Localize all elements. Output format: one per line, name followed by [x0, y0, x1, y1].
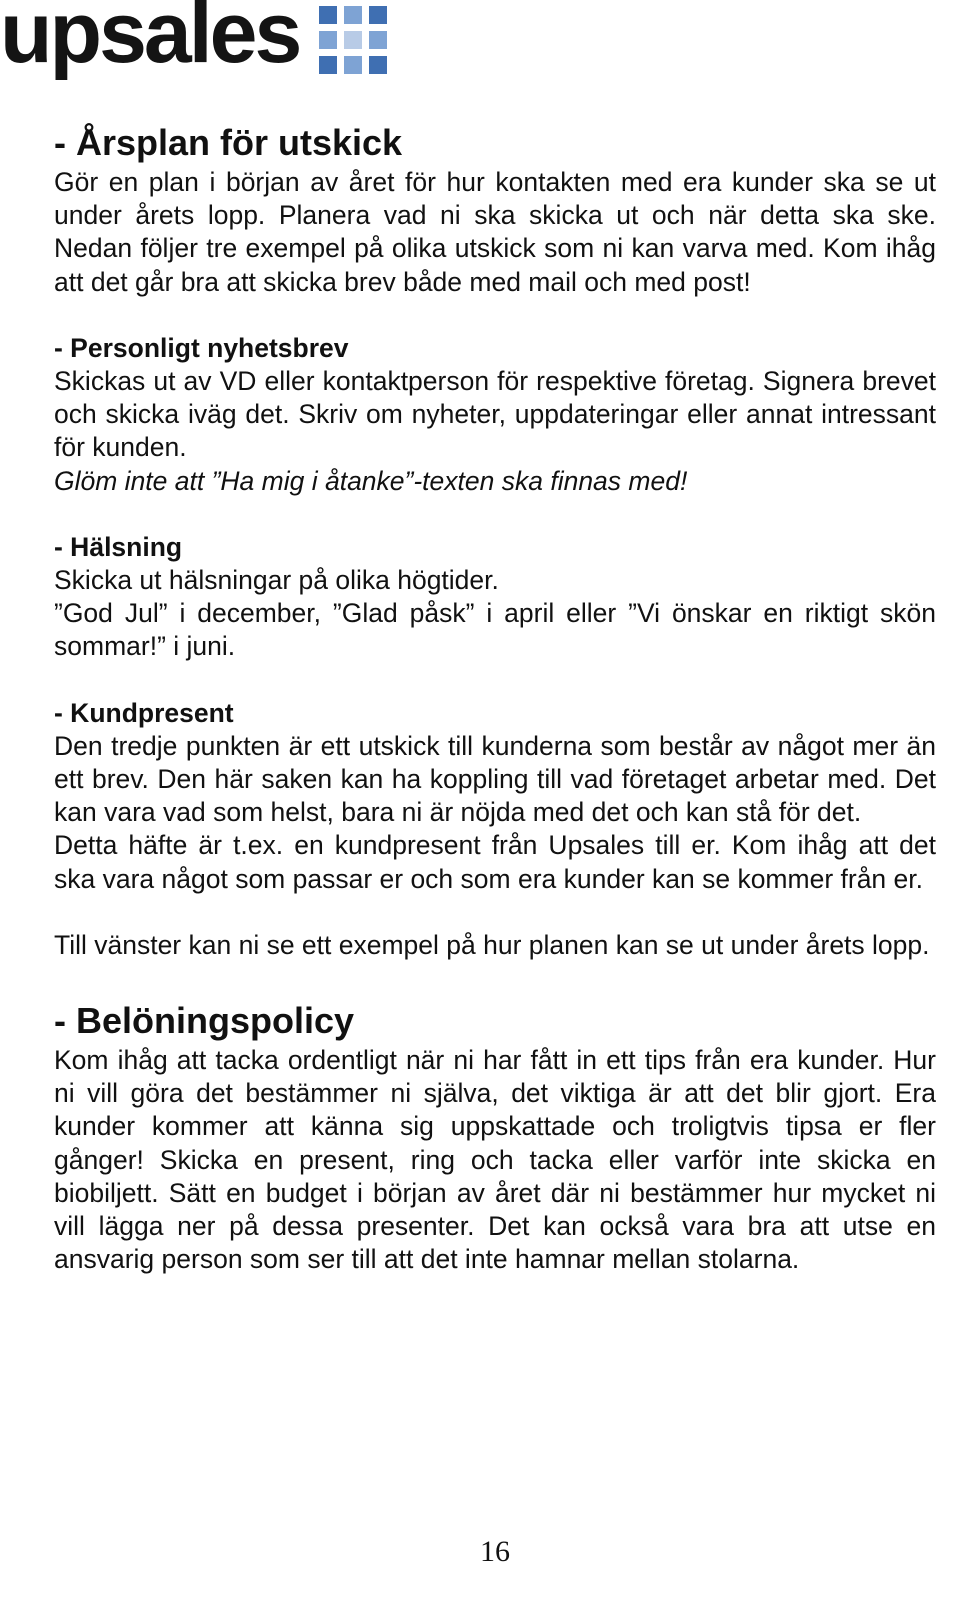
paragraph-halsning-1: Skicka ut hälsningar på olika högtider. [54, 565, 499, 596]
document-body [54, 120, 936, 1276]
upsales-logo [0, 0, 400, 92]
paragraph-kundpresent-1: Den tredje punkten är ett utskick till kunderna som består av något mer än ett brev. Den här saken kan ha koppling till vad företaget arbetar med. Det kan vara vad som helst, bara ni är nöjda med det och kan stå för det. [54, 730, 936, 828]
logo-square [319, 6, 337, 24]
logo-square [369, 6, 387, 24]
page-number: 16 [480, 1535, 510, 1568]
logo-grid-icon [319, 6, 387, 74]
logo-square [319, 56, 337, 74]
paragraph-arsplan: Gör en plan i början av året för hur kontakten med era kunder ska se ut under årets lopp. Planera vad ni ska skicka ut och när detta ska ske. Nedan följer tre exempel på olika utskick som ni kan varva med. Kom ihåg att det går bra att skicka brev både med mail och med post! [54, 167, 936, 297]
logo-square [344, 56, 362, 74]
heading-halsning: - Hälsning [54, 531, 183, 562]
paragraph-kundpresent-2: Detta häfte är t.ex. en kundpresent från Upsales till er. Kom ihåg att det ska vara något som passar er och som era kunder kan se kommer från er. [54, 830, 936, 894]
logo-square [344, 6, 362, 24]
heading-arsplan: - Årsplan för utskick [54, 122, 403, 163]
heading-kundpresent: - Kundpresent [54, 697, 234, 728]
note-nyhetsbrev: Glöm inte att ”Ha mig i åtanke”-texten ska finnas med! [54, 465, 688, 496]
logo-square [319, 31, 337, 49]
logo-wordmark: upsales [0, 0, 300, 81]
paragraph-kundpresent-3: Till vänster kan ni se ett exempel på hur planen kan se ut under årets lopp. [54, 929, 930, 960]
paragraph-beloningspolicy: Kom ihåg att tacka ordentligt när ni har fått in ett tips från era kunder. Hur ni vill göra det bestämmer ni själva, det viktiga är att det blir gjort. Era kunder kommer att känna sig uppskattade och troligtvis tipsa er fler gånger! Skicka en present, ring och tacka eller varför inte skicka en biobiljett. Sätt en budget i början av året där ni bestämmer hur mycket ni vill lägga ner på dessa presenter. Det kan också vara bra att utse en ansvarig person som ser till att det inte hamnar mellan stolarna. [54, 1045, 936, 1275]
logo-square [369, 31, 387, 49]
paragraph-halsning-2: ”God Jul” i december, ”Glad påsk” i april eller ”Vi önskar en riktigt skön sommar!” i juni. [54, 598, 936, 662]
logo-square [344, 31, 362, 49]
logo-square [369, 56, 387, 74]
heading-nyhetsbrev: - Personligt nyhetsbrev [54, 332, 349, 363]
heading-beloningspolicy: - Belöningspolicy [54, 1000, 355, 1042]
paragraph-nyhetsbrev: Skickas ut av VD eller kontaktperson för respektive företag. Signera brevet och skicka iväg det. Skriv om nyheter, uppdateringar eller annat intressant för kunden. [54, 366, 936, 463]
